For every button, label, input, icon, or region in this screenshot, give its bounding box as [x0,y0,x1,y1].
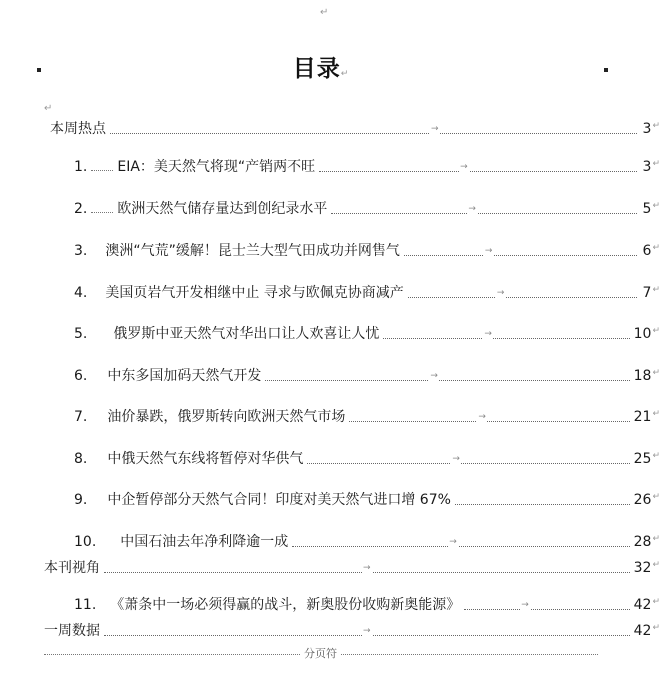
toc-entry-6[interactable]: 6. 中东多国加码天然气开发 → 18 ↵ [74,368,660,384]
dot-leader: → [104,635,630,636]
toc-entry-text: 油价暴跌，俄罗斯转向欧洲天然气市场 [107,409,346,425]
toc-entry-text: EIA：美天然气将现“产销两不旺 [117,159,316,175]
toc-entry-text: 本周热点 [50,121,106,137]
toc-entry-text: 澳洲“气荒”缓解！昆士兰大型气田成功并网售气 [105,243,400,259]
dot-leader: → [307,463,629,464]
toc-entry-number: 10. [74,534,97,550]
dot-leader: → [404,255,638,256]
dot-leader: → [319,171,637,172]
dot-leader: → [464,609,629,610]
toc-entry-page: 26 [633,492,652,508]
paragraph-mark: ↵ [44,103,53,114]
toc-entry-9[interactable]: 9. 中企暂停部分天然气合同！印度对美天然气进口增 67% 26 ↵ [74,492,660,508]
toc-entry-11[interactable]: 本刊视角 → 32 ↵ [44,560,660,576]
dot-leader [91,212,113,213]
dot-leader: → [383,338,629,339]
toc-entry-text: 中企暂停部分天然气合同！印度对美天然气进口增 67% [107,492,451,508]
toc-entry-page: 32 [633,560,652,576]
dot-leader [455,504,630,505]
toc-entry-text: 美国页岩气开发相继中止 寻求与欧佩克协商减产 [105,285,404,301]
toc-entry-text: 一周数据 [44,623,100,639]
toc-entry-page: 5 [642,201,652,217]
toc-entry-text: 中国石油去年净利降逾一成 [120,534,289,550]
toc-entry-text: 本刊视角 [44,560,100,576]
toc-entry-page: 10 [633,326,652,342]
toc-entry-text: 《萧条中一场必须得赢的战斗，新奥股份收购新奥能源》 [110,597,461,613]
toc-entry-13[interactable]: 一周数据 → 42 ↵ [44,623,660,639]
toc-entry-text: 中东多国加码天然气开发 [107,368,262,384]
dot-leader: → [265,380,629,381]
toc-entry-number: 3. [74,243,88,259]
toc-entry-0[interactable]: 本周热点 → 3 ↵ [50,121,660,137]
toc-entry-page: 25 [633,451,652,467]
toc-entry-number: 5. [74,326,88,342]
toc-entry-number: 11. [74,597,97,613]
page-break-label: 分页符 [300,645,341,661]
toc-entry-page: 3 [642,159,652,175]
toc-entry-page: 28 [633,534,652,550]
toc-entry-8[interactable]: 8. 中俄天然气东线将暂停对华供气 → 25 ↵ [74,451,660,467]
toc-entry-page: 7 [642,285,652,301]
dot-leader: → [408,297,638,298]
toc-entry-number: 9. [74,492,88,508]
toc-entry-number: 8. [74,451,88,467]
toc-entry-page: 21 [633,409,652,425]
toc-entry-number: 2. [74,201,88,217]
toc-entry-3[interactable]: 3. 澳洲“气荒”缓解！昆士兰大型气田成功并网售气 → 6 ↵ [74,243,660,259]
toc-entry-page: 42 [633,597,652,613]
dot-leader: → [349,421,629,422]
dot-leader: → [104,572,630,573]
paragraph-mark: ↵ [320,7,329,18]
toc-title: 目录 [292,56,341,82]
toc-entry-number: 7. [74,409,88,425]
toc-entry-10[interactable]: 10. 中国石油去年净利降逾一成 → 28 ↵ [74,534,660,550]
toc-entry-page: 3 [642,121,652,137]
toc-entry-number: 6. [74,368,88,384]
toc-entry-page: 18 [633,368,652,384]
paragraph-mark: ↵ [340,69,350,79]
toc-heading [0,50,642,83]
toc-entry-text: 中俄天然气东线将暂停对华供气 [107,451,304,467]
toc-entry-text: 欧洲天然气储存量达到创纪录水平 [117,201,328,217]
dot-leader: → [110,133,637,134]
dot-leader: → [292,546,629,547]
toc-entry-text: 俄罗斯中亚天然气对华出口让人欢喜让人忧 [113,326,380,342]
toc-entry-page: 42 [633,623,652,639]
dot-leader [91,170,113,171]
toc-entry-2[interactable]: 2. 欧洲天然气储存量达到创纪录水平 → 5 ↵ [74,201,660,217]
toc-entry-7[interactable]: 7. 油价暴跌，俄罗斯转向欧洲天然气市场 → 21 ↵ [74,409,660,425]
toc-entry-number: 4. [74,285,88,301]
toc-entry-page: 6 [642,243,652,259]
toc-entry-4[interactable]: 4. 美国页岩气开发相继中止 寻求与欧佩克协商减产 → 7 ↵ [74,285,660,301]
toc-entry-number: 1. [74,159,88,175]
toc-entry-12[interactable]: 11. 《萧条中一场必须得赢的战斗，新奥股份收购新奥能源》 → 42 ↵ [74,597,660,613]
dot-leader: → [331,213,637,214]
toc-entry-5[interactable]: 5. 俄罗斯中亚天然气对华出口让人欢喜让人忧 → 10 ↵ [74,326,660,342]
toc-entry-1[interactable]: 1. EIA：美天然气将现“产销两不旺 → 3 ↵ [74,159,660,175]
